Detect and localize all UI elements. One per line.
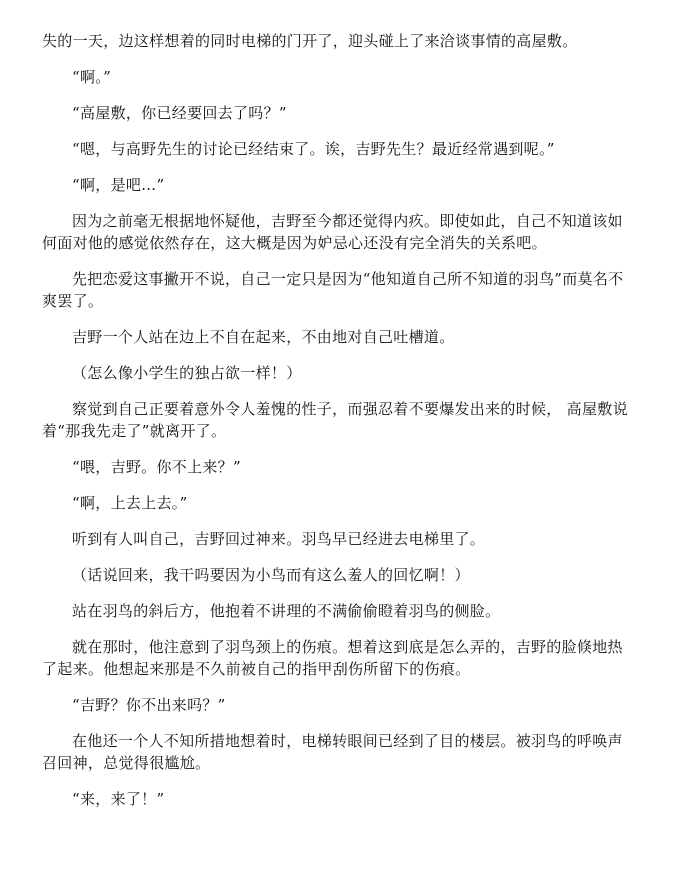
paragraph: 失的一天，边这样想着的同时电梯的门开了，迎头碰上了来洽谈事情的高屋敷。	[42, 32, 578, 50]
paragraph: “啊，是吧…”	[72, 176, 165, 194]
paragraph: 察觉到自己正要着意外令人羞愧的性子，而强忍着不要爆发出来的时候， 高屋敷说着“那我先走了”就离开了。	[42, 400, 628, 440]
text-body	[42, 30, 630, 810]
paragraph: 因为之前毫无根据地怀疑他，吉野至今都还觉得内疚。即使如此，自己不知道该如何面对他的感觉依然存在，这大概是因为妒忌心还没有完全消失的关系吧。	[42, 212, 623, 252]
paragraph: “啊。”	[72, 68, 112, 86]
paragraph: 就在那时，他注意到了羽鸟颈上的伤痕。想着这到底是怎么弄的，吉野的脸倏地热了起来。他想起来那是不久前被自己的指甲刮伤所留下的伤痕。	[42, 638, 623, 678]
paragraph: “吉野？你不出来吗？”	[72, 696, 226, 714]
paragraph: 先把恋爱这事撇开不说，自己一定只是因为“他知道自己所不知道的羽鸟”而莫名不爽罢了。	[42, 270, 624, 310]
paragraph: “啊，上去上去。”	[72, 494, 188, 512]
paragraph: “嗯，与高野先生的讨论已经结束了。诶，吉野先生？最近经常遇到呢。”	[72, 140, 555, 158]
paragraph: 在他还一个人不知所措地想着时，电梯转眼间已经到了目的楼层。被羽鸟的呼唤声召回神，总觉得很尴尬。	[42, 732, 623, 772]
paragraph: “喂，吉野。你不上来？”	[72, 458, 241, 476]
paragraph: （怎么像小学生的独占欲一样！）	[72, 364, 302, 382]
paragraph: “高屋敷，你已经要回去了吗？”	[72, 104, 287, 122]
paragraph: （话说回来，我干吗要因为小鸟而有这么羞人的回忆啊！）	[72, 566, 470, 584]
paragraph: 站在羽鸟的斜后方，他抱着不讲理的不满偷偷瞪着羽鸟的侧脸。	[72, 602, 501, 620]
paragraph: 吉野一个人站在边上不自在起来，不由地对自己吐槽道。	[72, 328, 455, 346]
paragraph: 听到有人叫自己，吉野回过神来。羽鸟早已经进去电梯里了。	[72, 530, 486, 548]
paragraph: “来，来了！”	[72, 790, 165, 808]
